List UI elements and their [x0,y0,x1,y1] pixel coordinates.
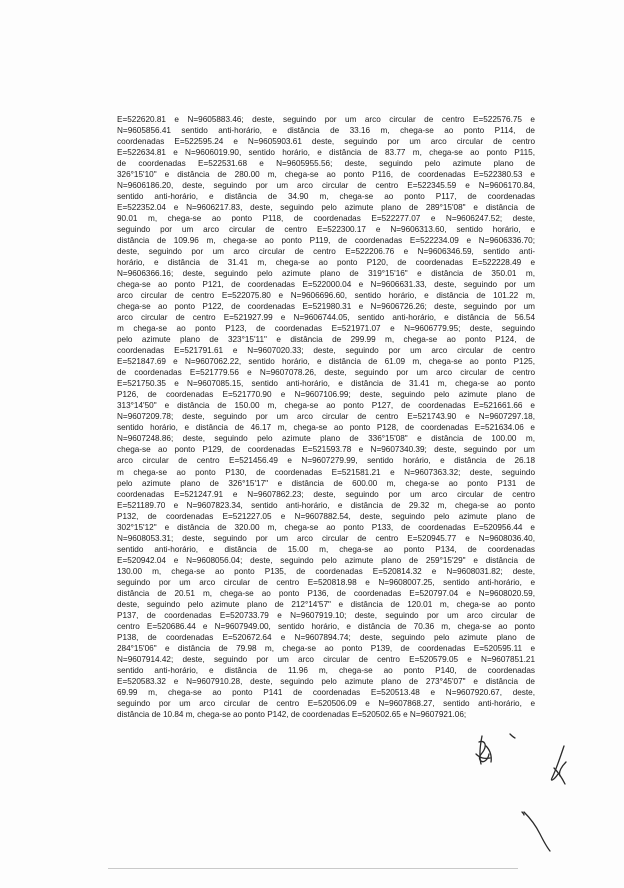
text-line: arco circular de centro E=521927.99 e N=9606744.05, sentido anti-horário, e distância de 56.54 [117,313,535,323]
property-description-text [117,114,535,720]
text-line: sentido anti-horário, e distância de 15.00 m, chega-se ao ponto P134, de coordenadas [117,544,535,554]
text-line: sentido anti-horário, e distância de 34.90 m, chega-se ao ponto P117, de coordenadas [117,192,535,202]
text-line: 313°14'50" e distância de 150.00 m, chega-se ao ponto P127, de coordenadas E=521661.66 e [117,401,535,411]
text-line: E=521189.70 e N=9607823.34, sentido anti-horário, e distância de 29.32 m, chega-se ao ponto [117,500,535,510]
text-line: horário, e distância de 31.41 m, chega-se ao ponto P120, de coordenadas E=522228.49 e [117,258,535,268]
text-line: pelo azimute plano de 323°15'11" e distância de 299.99 m, chega-se ao ponto P124, de [117,335,535,345]
text-line: m chega-se ao ponto P123, de coordenadas E=521971.07 e N=9606779.95; deste, seguindo [117,324,535,334]
text-line: 284°15'06" e distância de 79.98 m, chega-se ao ponto P139, de coordenadas E=520595.11 e [117,643,535,653]
text-line: deste, seguindo pelo azimute plano de 212°14'57" e distância de 120.01 m, chega-se ao ponto [117,599,535,609]
text-line: P126, de coordenadas E=521770.90 e N=9607106.99; deste, seguindo pelo azimute plano de [117,390,535,400]
text-line: N=9607914.42; deste, seguindo por um arco circular de centro E=520579.05 e N=9607851.21 [117,654,535,664]
text-line: P132, de coordenadas E=521227.05 e N=9607882.54, deste, seguindo pelo azimute plano de [117,511,535,521]
text-line: E=522620.81 e N=9605883.46; deste, seguindo por um arco circular de centro E=522576.75 e [117,115,535,124]
handwritten-signature-icon [470,732,580,852]
text-line: N=9608053.31; deste, seguindo por um arco circular de centro E=520945.77 e N=9608036.40, [117,533,535,543]
text-line: centro E=520686.44 e N=9607949.00, sentido horário, e distância de 70.36 m, chega-se ao ponto [117,621,535,631]
text-line: sentido horário, e distância de 46.17 m, chega-se ao ponto P128, de coordenadas E=521634.06 e [117,423,535,433]
text-line: N=9606366.16; deste, seguindo pelo azimute plano de 319°15'16" e distância de 350.01 m, [117,269,535,279]
text-line: distância de 109.96 m, chega-se ao ponto P119, de coordenadas E=522234.09 e N=9606336.70; [117,236,535,246]
text-line: m chega-se ao ponto P130, de coordenadas E=521581.21 e N=9607363.32; deste, seguindo [117,467,535,477]
text-line: N=9607209.78; deste, seguindo por um arco circular de centro E=521743.90 e N=9607297.18, [117,412,535,422]
text-line: chega-se ao ponto P121, de coordenadas E=522000.04 e N=9606631.33, deste, seguindo por um [117,280,535,290]
text-line: N=9605856.41 sentido anti-horário, e distância de 33.16 m, chega-se ao ponto P114, de [117,126,535,136]
text-line: sentido anti-horário, e distância de 11.96 m, chega-se ao ponto P140, de coordenadas [117,665,535,675]
text-line: coordenadas E=521247.91 e N=9607862.23; deste, seguindo por um arco circular de centro [117,489,535,499]
text-line: coordenadas E=522595.24 e N=9605903.61 deste, seguindo por um arco circular de centro [117,137,535,147]
page-bottom-rule [108,868,518,869]
text-line: deste, seguindo por um arco circular de centro E=522206.76 e N=9606346.59, sentido anti- [117,247,535,257]
text-line: arco circular de centro E=521456.49 e N=9607279.99, sentido horário, e distância de 26.18 [117,456,535,466]
text-line: P137, de coordenadas E=520733.79 e N=9607919.10; deste, seguindo por um arco circular de [117,610,535,620]
text-line: chega-se ao ponto P122, de coordenadas E=521980.31 e N=9606726.26; deste, seguindo por um [117,302,535,312]
text-line: seguindo por um arco circular de centro E=520818.98 e N=9608007.25, sentido anti-horário, e [117,577,535,587]
text-line: E=522634.81 e N=9606019.90, sentido horário, e distância de 83.77 m, chega-se ao ponto P115, [117,148,535,158]
text-line: 90.01 m, chega-se ao ponto P118, de coordenadas E=522277.07 e N=9606247.52; deste, [117,214,535,224]
text-line: N=9607248.86; deste, seguindo pelo azimute plano de 336°15'08" e distância de 100.00 m, [117,434,535,444]
text-line: 326°15'10" e distância de 280.00 m, chega-se ao ponto P116, de coordenadas E=522380.53 e [117,170,535,180]
text-line: 69.99 m, chega-se ao ponto P141 de coordenadas E=520513.48 e N=9607920.67, deste, [117,687,535,697]
text-line: P138, de coordenadas E=520672.64 e N=9607894.74; deste, seguindo pelo azimute plano de [117,632,535,642]
text-line: E=520942.04 e N=9608056.04; deste, seguindo pelo azimute plano de 259°15'29" e distância de [117,555,535,565]
text-line: de coordenadas E=521779.56 e N=9607078.26, deste, seguindo por um arco circular de centro [117,368,535,378]
text-line: coordenadas E=521791.61 e N=9607020.33; deste, seguindo por um arco circular de centro [117,346,535,356]
text-line: 130.00 m, chega-se ao ponto P135, de coordenadas E=520814.32 e N=9608031.82; deste, [117,566,535,576]
text-line: 302°15'12" e distância de 320.00 m, chega-se ao ponto P133, de coordenadas E=520956.44 e [117,522,535,532]
text-line: seguindo por um arco circular de centro E=520506.09 e N=9607868.27, sentido anti-horário, e [117,698,535,708]
text-line: seguindo por um arco circular de centro E=522300.17 e N=9606313.60, sentido horário, e [117,225,535,235]
text-line: E=520583.32 e N=9607910.28, deste, seguindo pelo azimute plano de 273°45'07" e distância de [117,676,535,686]
text-line: pelo azimute plano de 326°15'17" e distância de 600.00 m, chega-se ao ponto P131 de [117,478,535,488]
text-line: N=9606186.20, deste, seguindo por um arco circular de centro E=522345.59 e N=9606170.84, [117,181,535,191]
text-line: distância de 10.84 m, chega-se ao ponto P142, de coordenadas E=520502.65 e N=9607921.06; [117,709,467,719]
text-line: E=521847.69 e N=9607062.22, sentido horário, e distância de 61.09 m, chega-se ao ponto P125, [117,357,535,367]
text-line: E=521750.35 e N=9607085.15, sentido anti-horário, e distância de 31.41 m, chega-se ao ponto [117,379,535,389]
text-line: distância de 20.51 m, chega-se ao ponto P136, de coordenadas E=520797.04 e N=9608020.59, [117,588,535,598]
text-line: arco circular de centro E=522075.80 e N=9606696.60, sentido horário, e distância de 101.22 m, [117,291,535,301]
text-line: E=522352.04 e N=9606217.83, deste, seguindo pelo azimute plano de 289°15'08" e distância de [117,203,535,213]
text-line: chega-se ao ponto P129, de coordenadas E=521593.78 e N=9607340.39; deste, seguindo por um [117,445,535,455]
text-line: de coordenadas E=522531.68 e N=9605955.56; deste, seguindo pelo azimute plano de [117,159,535,169]
